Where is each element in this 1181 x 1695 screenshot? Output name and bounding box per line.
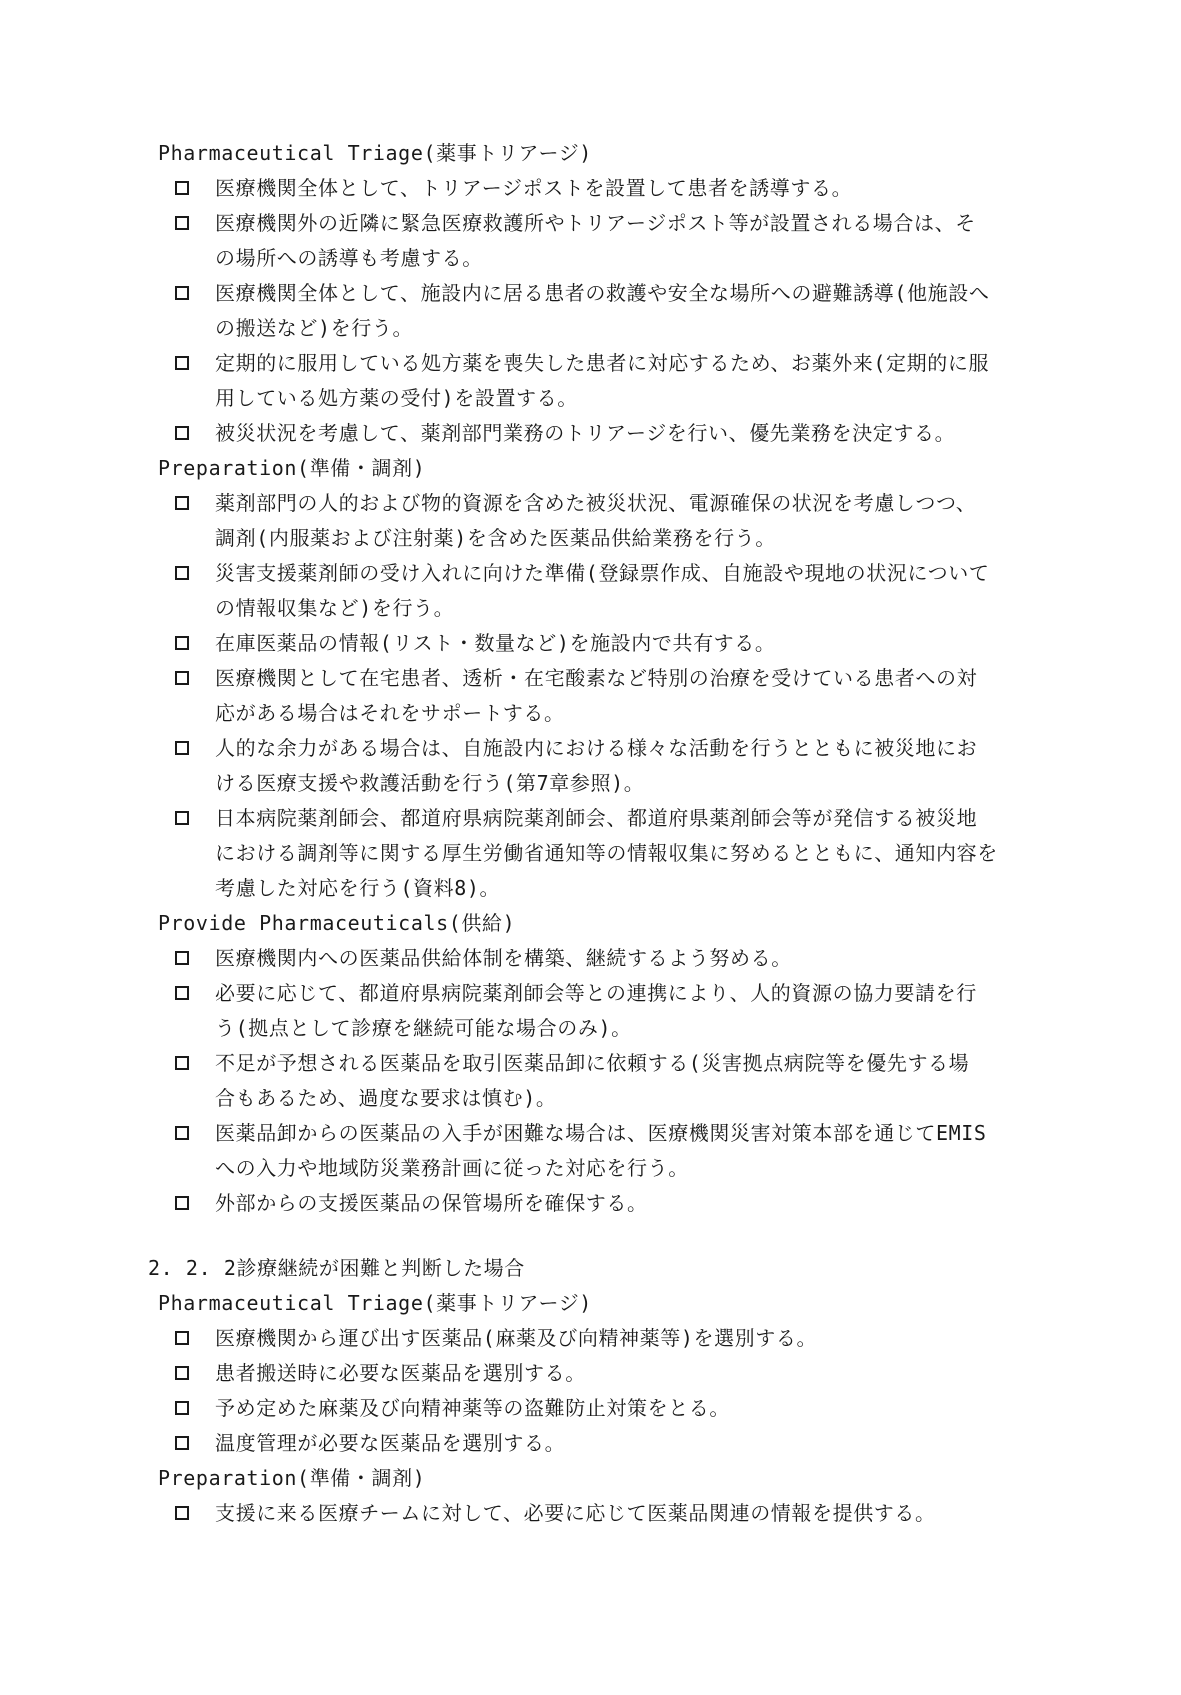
checklist-item-text: 医療機関として在宅患者、透析・在宅酸素など特別の治療を受けている患者への対 bbox=[215, 666, 978, 690]
checkbox-icon[interactable] bbox=[175, 426, 189, 440]
checkbox-icon[interactable] bbox=[175, 496, 189, 510]
section-heading: Preparation(準備・調剤) bbox=[158, 456, 426, 480]
checklist-item-text: 医療機関から運び出す医薬品(麻薬及び向精神薬等)を選別する。 bbox=[215, 1326, 818, 1350]
checklist-item-continuation: 用している処方薬の受付)を設置する。 bbox=[215, 386, 578, 410]
checklist-item-text: 定期的に服用している処方薬を喪失した患者に対応するため、お薬外来(定期的に服 bbox=[215, 351, 990, 375]
checklist-item-continuation: における調剤等に関する厚生労働省通知等の情報収集に努めるとともに、通知内容を bbox=[215, 841, 998, 865]
checklist-item-text: 医療機関内への医薬品供給体制を構築、継続するよう努める。 bbox=[215, 946, 792, 970]
checkbox-icon[interactable] bbox=[175, 1196, 189, 1210]
checkbox-icon[interactable] bbox=[175, 216, 189, 230]
subsection-title: 2. 2. 2診療継続が困難と判断した場合 bbox=[148, 1256, 525, 1280]
checklist-item-text: 予め定めた麻薬及び向精神薬等の盗難防止対策をとる。 bbox=[215, 1396, 730, 1420]
checklist-item-text: 被災状況を考慮して、薬剤部門業務のトリアージを行い、優先業務を決定する。 bbox=[215, 421, 956, 445]
checklist-item-text: 在庫医薬品の情報(リスト・数量など)を施設内で共有する。 bbox=[215, 631, 776, 655]
checklist-item-text: 支援に来る医療チームに対して、必要に応じて医薬品関連の情報を提供する。 bbox=[215, 1501, 936, 1525]
checklist-item-text: 温度管理が必要な医薬品を選別する。 bbox=[215, 1431, 566, 1455]
checkbox-icon[interactable] bbox=[175, 1126, 189, 1140]
checklist-item-continuation: の場所への誘導も考慮する。 bbox=[215, 246, 483, 270]
checklist-item-text: 人的な余力がある場合は、自施設内における様々な活動を行うとともに被災地にお bbox=[215, 736, 978, 760]
checkbox-icon[interactable] bbox=[175, 1436, 189, 1450]
checklist-item-continuation: の情報収集など)を行う。 bbox=[215, 596, 455, 620]
checkbox-icon[interactable] bbox=[175, 671, 189, 685]
section-heading: Preparation(準備・調剤) bbox=[158, 1466, 426, 1490]
checkbox-icon[interactable] bbox=[175, 951, 189, 965]
checklist-item-continuation: 考慮した対応を行う(資料8)。 bbox=[215, 876, 501, 900]
section-heading: Pharmaceutical Triage(薬事トリアージ) bbox=[158, 141, 592, 165]
checklist-item-continuation: う(拠点として診療を継続可能な場合のみ)。 bbox=[215, 1016, 632, 1040]
checklist-item-continuation: 応がある場合はそれをサポートする。 bbox=[215, 701, 565, 725]
checklist-item-text: 患者搬送時に必要な医薬品を選別する。 bbox=[215, 1361, 586, 1385]
checklist-item-continuation: ける医療支援や救護活動を行う(第7章参照)。 bbox=[215, 771, 645, 795]
checkbox-icon[interactable] bbox=[175, 566, 189, 580]
checklist-item-text: 医療機関全体として、施設内に居る患者の救護や安全な場所への避難誘導(他施設へ bbox=[215, 281, 990, 305]
checklist-item-text: 必要に応じて、都道府県病院薬剤師会等との連携により、人的資源の協力要請を行 bbox=[215, 981, 977, 1005]
checkbox-icon[interactable] bbox=[175, 1401, 189, 1415]
checkbox-icon[interactable] bbox=[175, 636, 189, 650]
checklist-item-text: 医薬品卸からの医薬品の入手が困難な場合は、医療機関災害対策本部を通じてEMIS bbox=[215, 1121, 987, 1145]
checklist-item-continuation: 合もあるため、過度な要求は慎む)。 bbox=[215, 1086, 557, 1110]
checkbox-icon[interactable] bbox=[175, 1366, 189, 1380]
checkbox-icon[interactable] bbox=[175, 1056, 189, 1070]
checklist-item-text: 薬剤部門の人的および物的資源を含めた被災状況、電源確保の状況を考慮しつつ、 bbox=[215, 491, 977, 515]
checkbox-icon[interactable] bbox=[175, 811, 189, 825]
checklist-item-text: 災害支援薬剤師の受け入れに向けた準備(登録票作成、自施設や現地の状況について bbox=[215, 561, 990, 585]
checkbox-icon[interactable] bbox=[175, 1331, 189, 1345]
checklist-item-continuation: への入力や地域防災業務計画に従った対応を行う。 bbox=[215, 1156, 689, 1180]
checklist-item-continuation: の搬送など)を行う。 bbox=[215, 316, 414, 340]
checkbox-icon[interactable] bbox=[175, 356, 189, 370]
checklist-item-text: 医療機関外の近隣に緊急医療救護所やトリアージポスト等が設置される場合は、そ bbox=[215, 211, 976, 235]
checklist-item-text: 外部からの支援医薬品の保管場所を確保する。 bbox=[215, 1191, 648, 1215]
checkbox-icon[interactable] bbox=[175, 181, 189, 195]
checkbox-icon[interactable] bbox=[175, 1506, 189, 1520]
checkbox-icon[interactable] bbox=[175, 286, 189, 300]
section-heading: Provide Pharmaceuticals(供給) bbox=[158, 911, 516, 935]
section-heading: Pharmaceutical Triage(薬事トリアージ) bbox=[158, 1291, 592, 1315]
checklist-item-text: 不足が予想される医薬品を取引医薬品卸に依頼する(災害拠点病院等を優先する場 bbox=[215, 1051, 970, 1075]
checklist-item-continuation: 調剤(内服薬および注射薬)を含めた医薬品供給業務を行う。 bbox=[215, 526, 776, 550]
checkbox-icon[interactable] bbox=[175, 986, 189, 1000]
checklist-item-text: 医療機関全体として、トリアージポストを設置して患者を誘導する。 bbox=[215, 176, 853, 200]
checkbox-icon[interactable] bbox=[175, 741, 189, 755]
checklist-item-text: 日本病院薬剤師会、都道府県病院薬剤師会、都道府県薬剤師会等が発信する被災地 bbox=[215, 806, 978, 830]
